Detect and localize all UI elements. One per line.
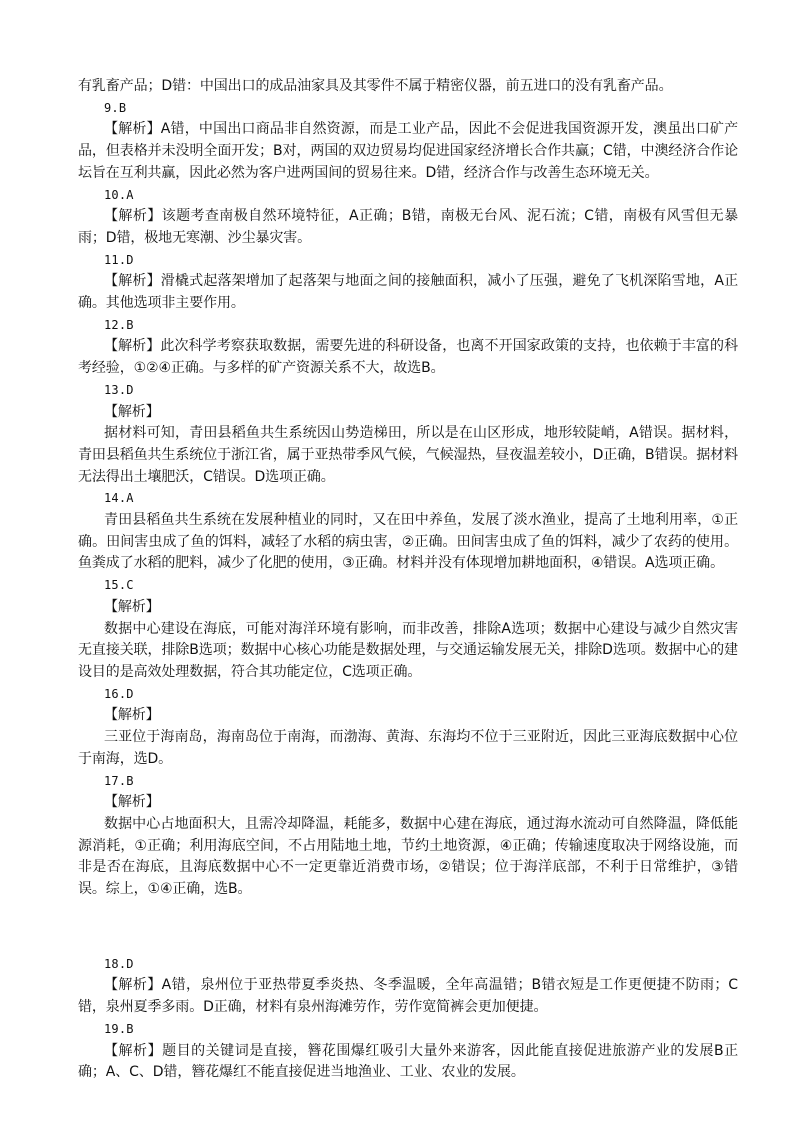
explanation-paragraph: 【解析】 [104, 403, 160, 420]
explanation-paragraph: 数据中心建设在海底，可能对海洋环境有影响，而非改善，排除A选项；数据中心建设与减少自然灾害无直接关联，排除B选项；数据中心核心功能是数据处理，与交通运输发展无关，排除D选项。数据中心的建设目的是高效处理数据，符合其功能定位，C选项正确。 [78, 620, 738, 680]
explanation-paragraph: 【解析】滑橇式起落架增加了起落架与地面之间的接触面积，减小了压强，避免了飞机深陷雪地，A正确。其他选项非主要作用。 [78, 273, 738, 312]
answer-number: 19.B [104, 1021, 134, 1036]
explanation-paragraph: 据材料可知，青田县稻鱼共生系统因山势造梯田，所以是在山区形成，地形较陡峭，A错误。据材料，青田县稻鱼共生系统位于浙江省，属于亚热带季风气候，气候湿热，昼夜温差较小，D正确，B错误。据材料无法得出土壤肥沃，C错误。D选项正确。 [78, 425, 738, 485]
answer-number: 14.A [104, 491, 134, 506]
explanation-paragraph: 【解析】此次科学考察获取数据，需要先进的科研设备，也离不开国家政策的支持，也依赖于丰富的科考经验，①②④正确。与多样的矿产资源关系不大，故选B。 [78, 338, 738, 377]
explanation-paragraph: 三亚位于海南岛，海南岛位于南海，而渤海、黄海、东海均不位于三亚附近，因此三亚海底数据中心位于南海，选D。 [78, 729, 738, 767]
answer-number: 17.B [104, 773, 134, 788]
explanation-paragraph: 【解析】 [104, 598, 160, 615]
explanation-paragraph: 【解析】题目的关键词是直接，簪花围爆红吸引大量外来游客，因此能直接促进旅游产业的发展B正确；A、C、D错，簪花爆红不能直接促进当地渔业、工业、农业的发展。 [78, 1042, 738, 1081]
answer-number: 15.C [104, 578, 134, 593]
explanation-paragraph: 青田县稻鱼共生系统在发展种植业的同时，又在田中养鱼，发展了淡水渔业，提高了土地利用率，①正确。田间害虫成了鱼的饵料，减轻了水稻的病虫害，②正确。田间害虫成了鱼的饵料，减少了农药的使用。鱼粪成了水稻的肥料，减少了化肥的使用，③正确。材料并没有体现增加耕地面积，④错误。A选项正确。 [78, 512, 738, 572]
explanation-paragraph: 【解析】 [104, 794, 160, 811]
answer-number: 11.D [104, 252, 134, 267]
explanation-paragraph: 数据中心占地面积大，且需冷却降温，耗能多，数据中心建在海底，通过海水流动可自然降温，降低能源消耗，①正确；利用海底空间，不占用陆地土地，节约土地资源，④正确；传输速度取决于网络设施，而非是否在海底，且海底数据中心不一定更靠近消费市场，②错误；位于海洋底部，不利于日常维护，③错误。综上，①④正确，选B。 [78, 815, 738, 898]
blank-line [78, 917, 738, 938]
answer-number: 9.B [104, 100, 127, 115]
explanation-paragraph: 【解析】A错，中国出口商品非自然资源，而是工业产品，因此不会促进我国资源开发，澳虽出口矿产品，但表格并未没明全面开发；B对，两国的双边贸易均促进国家经济增长合作共赢；C错，中澳经济合作论坛旨在互利共赢，因此必然为客户进两国间的贸易往来。D错，经济合作与改善生态环境无关。 [78, 121, 738, 181]
answer-number: 10.A [104, 187, 134, 202]
answer-number: 18.D [104, 956, 134, 971]
answer-number: 13.D [104, 382, 134, 397]
answer-document [78, 76, 738, 1084]
explanation-paragraph: 有乳畜产品；D错：中国出口的成品油家具及其零件不属于精密仪器，前五进口的没有乳畜产品。 [78, 78, 673, 94]
answer-number: 12.B [104, 317, 134, 332]
explanation-paragraph: 【解析】 [104, 707, 160, 724]
explanation-paragraph: 【解析】该题考查南极自然环境特征，A正确；B错，南极无台风、泥石流；C错，南极有风雪但无暴雨；D错，极地无寒潮、沙尘暴灾害。 [78, 208, 738, 246]
answer-number: 16.D [104, 686, 134, 701]
explanation-paragraph: 【解析】A错，泉州位于亚热带夏季炎热、冬季温暖，全年高温错；B错衣短是工作更便捷不防雨；C错，泉州夏季多雨。D正确，材料有泉州海滩劳作，劳作宽简裤会更加便捷。 [78, 977, 738, 1016]
